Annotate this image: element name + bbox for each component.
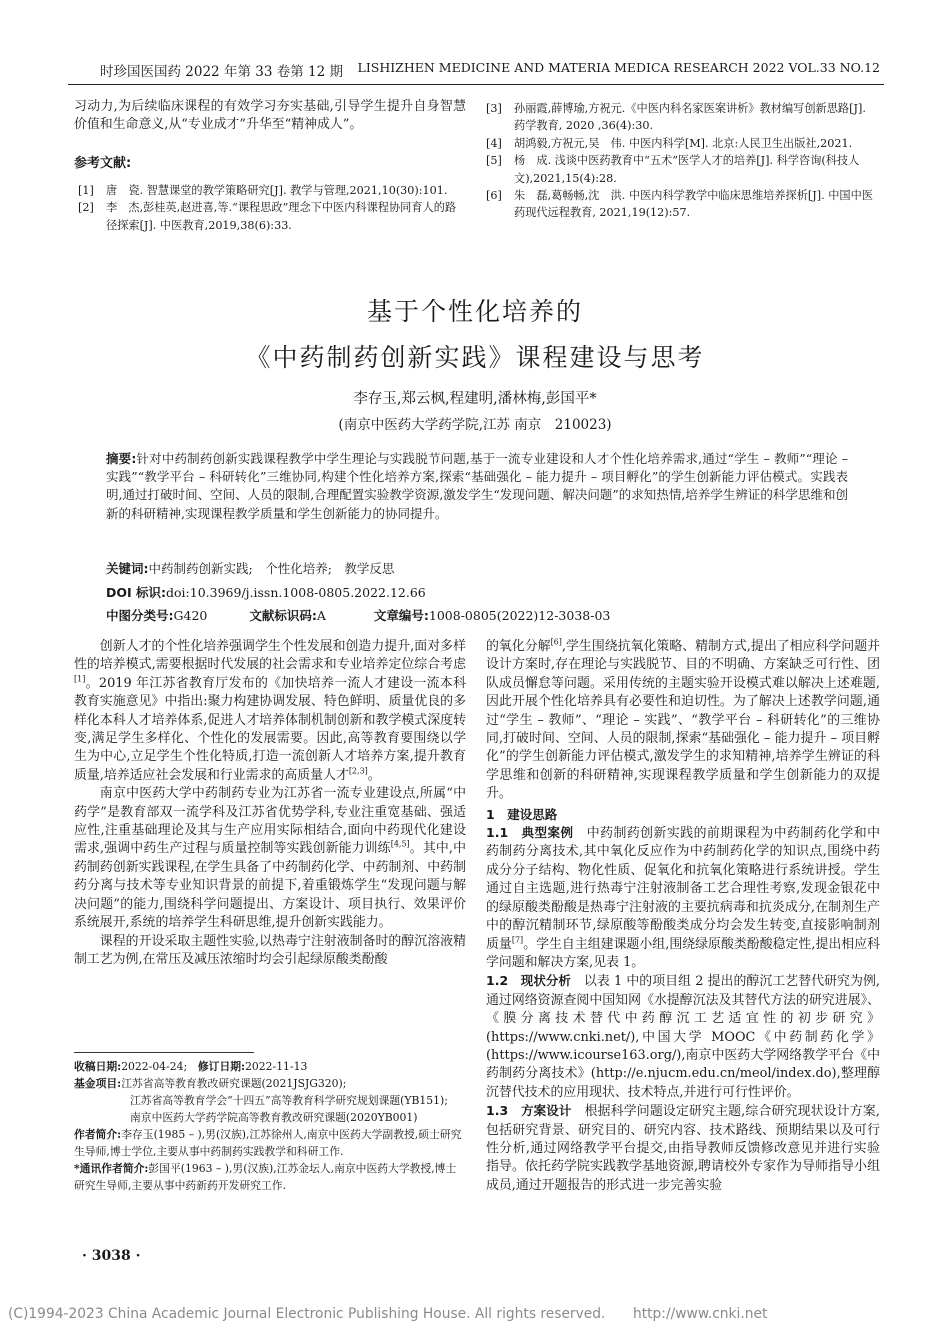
paragraph: 创新人才的个性化培养强调学生个性发展和创造力提升,面对多样性的培养模式,需要根据时代发展的社会需求和专业培养定位综合考虑[1]。2019 年江苏省教育厅发布的《加快培养一流人才建设一流本科教育实施意见》中指出:聚力构建协调发展、特色鲜明、质量优良的多样化本科人才培养体系,促进人才培养体制机制创新和教学模式深度转变,满足学生多样化、个性化的发展需要。因此,高等教育要围绕以学生为中心,立足学生个性化特质,打造一流创新人才培养方案,提升教育质量,培养适应社会发展和行业需求的高质量人才[2,3]。 [74, 639, 466, 783]
abstract-label: 摘要: [106, 451, 137, 466]
keywords-text: 中药制药创新实践; 个性化培养; 教学反思 [148, 561, 395, 576]
article-title-line1: 基于个性化培养的 [366, 297, 583, 326]
classification-line [106, 607, 848, 625]
doi-link[interactable]: doi:10.3969/j.issn.1008-0805.2022.12.66 [166, 585, 426, 600]
body-left-column [74, 638, 466, 969]
subsection-label: 1.1 典型案例 [486, 825, 574, 841]
references-heading: 参考文献: [74, 156, 132, 171]
fund-info: 基金项目:江苏省高等教育教改研究课题(2021JSJG320); [74, 1077, 347, 1090]
fund-info-3: 南京中医药大学药学院高等教育教改研究课题(2020YB001) [130, 1111, 418, 1124]
clc-label: 中图分类号: [106, 608, 174, 623]
references-left [78, 182, 466, 234]
footnote-rule [74, 1052, 254, 1053]
doi-line [106, 584, 848, 602]
corresponding-author: *通讯作者简介:彭国平(1963 – ),男(汉族),江苏金坛人,南京中医药大学教授,博士研究生导师,主要从事中药新药开发研究工作. [74, 1162, 457, 1192]
clc-value: G420 [173, 608, 208, 623]
articleno-label: 文章编号: [373, 608, 429, 623]
page-number: · 3038 · [82, 1248, 141, 1264]
subsection-label: 1.2 现状分析 [486, 973, 571, 989]
header-rule [68, 84, 884, 85]
article-title-line2: 《中药制药创新实践》课程建设与思考 [245, 343, 705, 372]
paragraph: 课程的开设采取主题性实验,以热毒宁注射液制备时的醇沉溶液精制工艺为例,在常压及减压浓缩时均会引起绿原酸类酚酸 [74, 933, 466, 967]
affiliation: (南京中医药大学药学院,江苏 南京 210023) [338, 417, 612, 433]
section-heading: 1 建设思路 [486, 806, 558, 822]
journal-header-right: LISHIZHEN MEDICINE AND MATERIA MEDICA RESEARCH 2022 VOL.33 NO.12 [357, 60, 880, 75]
doccode-value: A [316, 608, 326, 623]
references-right [486, 100, 880, 222]
paragraph: 的氧化分解[6],学生围绕抗氧化策略、精制方式,提出了相应科学问题并设计方案时,存在理论与实践脱节、目的不明确、方案缺乏可行性、团队成员懈怠等问题。采用传统的主题实验开设模式难以解决上述难题,因此开展个性化培养具有必要性和迫切性。为了解决上述教学问题,通过“学生 – 教师”、“理论 – 实践”、“教学平台 – 科研转化”的三维协同,打破时间、空间、人员的限制,探索“基础强化 – 能力提升 – 项目孵化”的学生创新能力评估模式,激发学生的求知精神,培养学生辨证的科学思维和创新的科研精神,实现课程教学质量和学生创新能力的双提升。 [486, 637, 880, 802]
authors: 李存玉,郑云枫,程建明,潘林梅,彭国平* [353, 391, 597, 407]
footnotes [74, 1058, 466, 1194]
reference-item: [5] 杨 成. 浅谈中医药教育中“五术”医学人才的培养[J]. 科学咨询(科技人文),2021,15(4):28. [486, 154, 860, 185]
reference-item: [3] 孙丽霞,薛博瑜,方祝元.《中医内科名家医案讲析》教材编写创新思路[J]. 药学教育, 2020 ,36(4):30. [486, 102, 866, 133]
journal-header-left: 时珍国医国药 2022 年第 33 卷第 12 期 [100, 64, 343, 80]
paragraph: 1.2 现状分析 以表 1 中的项目组 2 提出的醇沉工艺替代研究为例,通过网络资源查阅中国知网《水提醇沉法及其替代方法的研究进展》、《膜分离技术替代中药醇沉工艺适宜性的初步研究》(https://www.cnki.net/),中国大学 MOOC《中药制药化学》(https://www.icourse163.org/),南京中医药大学网络教学平台《中药制药分离技术》(http://e.njucm.edu.cn/meol/index.do),整理醇沉替代技术的应用现状、技术特点,并进行可行性评价。 [486, 973, 880, 1100]
paragraph: 1.1 典型案例 中药制药创新实践的前期课程为中药制药化学和中药制药分离技术,其中氧化反应作为中药制药化学的知识点,围绕中药成分分子结构、物化性质、促氧化和抗氧化策略进行系统讲授。学生通过自主选题,进行热毒宁注射液制备工艺合理性考察,发现金银花中的绿原酸类酚酸是热毒宁注射液的主要抗病毒和抗炎成分,在制剂生产中的醇沉精制环节,绿原酸等酚酸类成分均会发生转变,直接影响制剂质量[7]。学生自主组建课题小组,围绕绿原酸类酚酸稳定性,提出相应科学问题和解决方案,见表 1。 [486, 825, 881, 970]
keywords [106, 560, 848, 578]
copyright-footer: (C)1994-2023 China Academic Journal Electronic Publishing House. All rights reserved. http://www.cnki.net [8, 1306, 768, 1322]
body-right-column [486, 638, 880, 1195]
abstract [106, 450, 848, 523]
fund-info-2: 江苏省高等教育学会“十四五”高等教育科学研究规划课题(YB151); [130, 1094, 448, 1107]
abstract-text: 针对中药制药创新实践课程教学中学生理论与实践脱节问题,基于一流专业建设和人才个性化培养需求,通过“学生 – 教师”“理论 – 实践”“教学平台 – 科研转化”三维协同,构建个性化培养方案,探索“基础强化 – 能力提升 – 项目孵化”的学生创新能力评估模式。实践表明,通过打破时间、空间、人员的限制,合理配置实验教学资源,激发学生“发现问题、解决问题”的求知热情,培养学生辨证的科学思维和创新的科研精神,实现课程教学质量和学生创新能力的协同提升。 [106, 451, 849, 521]
doi-label: DOI 标识: [106, 585, 167, 600]
received-dates: 收稿日期:2022-04-24; 修订日期:2022-11-13 [74, 1060, 308, 1073]
author-bio: 作者简介:李存玉(1985 – ),男(汉族),江苏徐州人,南京中医药大学副教授,硕士研究生导师,博士学位,主要从事中药制药实践教学和科研工作. [74, 1128, 462, 1158]
reference-item: [6] 朱 磊,葛畅畅,沈 洪. 中医内科学教学中临床思维培养探析[J]. 中国中医药现代远程教育, 2021,19(12):57. [486, 189, 873, 220]
articleno-value: 1008-0805(2022)12-3038-03 [428, 608, 611, 623]
paragraph: 1.3 方案设计 根据科学问题设定研究主题,综合研究现状设计方案,包括研究背景、研究目的、研究内容、技术路线、预期结果以及可行性分析,通过网络教学平台提交,由指导教师反馈修改意见并进行实验指导。依托药学院实践教学基地资源,聘请校外专家作为导师指导小组成员,通过开题报告的形式进一步完善实验 [486, 1103, 880, 1193]
reference-item: [2] 李 杰,彭桂英,赵进喜,等.“课程思政”理念下中医内科课程协同育人的路径探索[J]. 中医教育,2019,38(6):33. [78, 201, 457, 232]
reference-item: [1] 唐 瓷. 智慧课堂的教学策略研究[J]. 教学与管理,2021,10(30):101. [78, 184, 448, 197]
keywords-label: 关键词: [106, 561, 149, 576]
prev-article-tail: 习动力,为后续临床课程的有效学习夯实基础,引导学生提升自身智慧价值和生命意义,从“专业成才”升华至“精神成人”。 [74, 99, 466, 133]
subsection-label: 1.3 方案设计 [486, 1103, 572, 1119]
doccode-label: 文献标识码: [249, 608, 317, 623]
reference-item: [4] 胡鸿毅,方祝元,吴 伟. 中医内科学[M]. 北京:人民卫生出版社,2021. [486, 136, 853, 150]
paragraph: 南京中医药大学中药制药专业为江苏省一流专业建设点,所属“中药学”是教育部双一流学科及江苏省优势学科,专业注重宽基础、强适应性,注重基础理论及其与生产应用实际相结合,面向中药现代化建设需求,强调中药生产过程与质量控制等实践创新能力训练[4,5]。其中,中药制药创新实践课程,在学生具备了中药制药化学、中药制剂、中药制药分离与技术等专业知识背景的前提下,着重锻炼学生“发现问题与解决问题”的能力,围绕科学问题提出、方案设计、项目执行、效果评价系统展开,系统的培养学生科研思维,提升创新实践能力。 [74, 786, 466, 931]
